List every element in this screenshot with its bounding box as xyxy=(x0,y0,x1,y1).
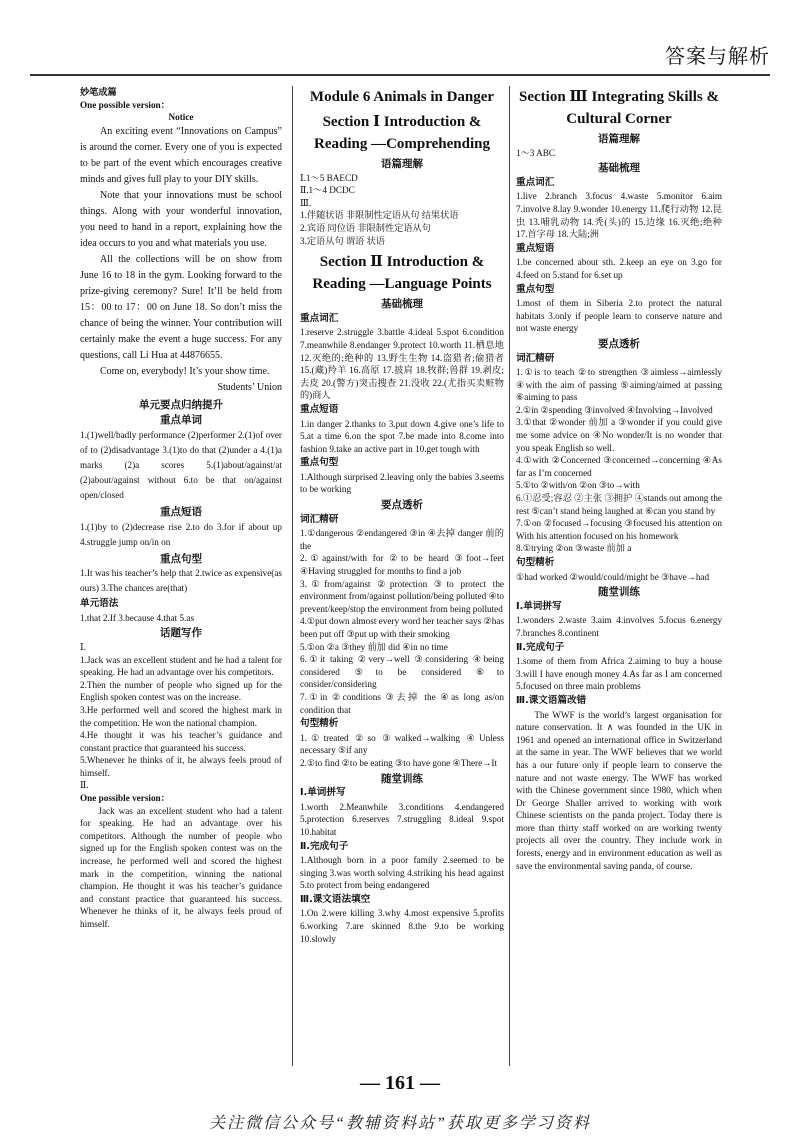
section-3-title: Section Ⅲ Integrating Skills & Cultural Corner xyxy=(519,89,719,127)
answer-line: 3.定语从句 谓语 状语 xyxy=(300,235,385,246)
heading-points: 要点透析 xyxy=(381,499,423,512)
answers-words: 1.live 2.branch 3.focus 4.waste 5.monitor 6.aim 7.involve 8.lay 9.wonder 10.energy 11.爬行动物 12.昆虫 13.哺乳动物 14.秃(头)的 15.边缘 16.灭绝;绝种 17.首字母 18.大陆;洲 xyxy=(516,191,722,240)
heading-spelling: Ⅰ.单词拼写 xyxy=(300,787,346,799)
answers-sentences: 1.Although surprised 2.leaving only the babies 3.seems to be working xyxy=(300,471,504,495)
heading-correction: Ⅲ.课文语篇改错 xyxy=(516,694,587,706)
answers-complete: 1.Although born in a poor family 2.seemed to be singing 3.was worth solving 4.striking his head against 5.to protect from being endangered xyxy=(300,855,504,891)
answer-line: Ⅱ.1～4 DCDC xyxy=(300,185,355,196)
column-divider xyxy=(292,86,293,1066)
vocab-item: 5.①on ②a ③they 前加 did ④in no time xyxy=(300,641,448,652)
answers-spelling: 1.wonders 2.waste 3.aim 4.involves 5.focus 6.energy 7.branches 8.continent xyxy=(516,615,722,638)
header-rule xyxy=(30,74,770,76)
heading-sentences: 重点句型 xyxy=(516,283,555,295)
answers-phrases: 1.in danger 2.thanks to 3.put down 4.give one’s life to 5.at a time 6.on the spot 7.be made into 8.come into fashion 9.take an active part in 10.get tough with xyxy=(300,418,504,454)
writing-item: 5.Whenever he thinks of it, he always feels proud of himself. xyxy=(80,755,282,778)
heading-sentences: 重点句型 xyxy=(300,457,339,469)
writing-item: 2.Then the number of people who signed up for the English spoken contest was on the increase. xyxy=(80,679,282,703)
writing-item: 1.Jack was an excellent student and he had a talent for speaking. He had an advantage over his competitors. xyxy=(80,654,282,678)
answer-line: 1～3 ABC xyxy=(516,147,556,158)
heading-words: 重点词汇 xyxy=(516,176,555,188)
column-divider xyxy=(509,86,510,1066)
unit-title: 单元要点归纳提升 xyxy=(139,398,223,411)
section-2-title: Section Ⅱ Introduction & Reading —Language Points xyxy=(312,254,492,293)
vocab-item: 8.①trying ②on ③waste 前加 a xyxy=(516,543,632,554)
vocab-item: 7.①on ②focused→focusing ③focused his attention on With his attention focused on his homework xyxy=(516,518,722,541)
heading-drill: 随堂训练 xyxy=(598,586,640,599)
header-title: 答案与解析 xyxy=(665,44,770,68)
heading-sentence-analysis: 句型精析 xyxy=(516,557,555,568)
heading-phrases: 重点短语 xyxy=(516,242,555,254)
answers-grammar: 1.that 2.If 3.because 4.that 5.as xyxy=(80,612,195,623)
notice-paragraph: All the collections will be on show from June 16 to 18 in the gym. Looking forward to the prize-giving ceremony? Sure! It’ll be held from 15：00 to 17：00 on June 18. So don’t miss the chance of being the winner. Your contribution will certainly make the event a huge success. For any questions, call Li Hua at 44876655. xyxy=(80,253,282,361)
notice-closing: Come on, everybody! It’s your show time. xyxy=(100,365,270,377)
answer-line: Ⅰ.1～5 BAECD xyxy=(300,172,358,183)
page-number: — 161 — xyxy=(360,1072,440,1094)
sentence-item: 1.①treated ②so ③walked→walking ④Unless necessary ⑤if any xyxy=(300,732,504,756)
heading-complete: Ⅱ.完成句子 xyxy=(516,641,565,653)
vocab-item: 1.①is to teach ②to strengthen ③aimless→aimlessly ④with the aim of passing ⑤aiming/aimed at passing ⑥aiming to pass xyxy=(516,367,722,403)
heading-vocab: 词汇精研 xyxy=(300,513,339,525)
vocab-item: 2.①against/with for ②to be heard ③foot→feet ④Having struggled for months to find a job xyxy=(300,553,504,577)
answers-correction: The WWF is the world’s largest organisation for nature conservation. It ∧ was founded in the UK in 1961 and opened an international office in Switzerland at the same in year. The WWF believes that we world has a our future only if people learn to conserve the nature and not waste energy. The WWF has worked with the Chinese government since 1980, which when Dr George Shaller arrived to working with work Chinese scientists on the panda project. Today there is more than thirty staff worked on are working twenty projects all over the country. They include work in forests, energy and in environment education as well as save the environmental saving panda, of course. xyxy=(516,709,722,871)
page-header xyxy=(30,40,770,72)
column-3 xyxy=(516,86,722,872)
answers-fill: 1.On 2.were killing 3.why 4.most expensive 5.profits 6.working 7.are skinned 8.the 9.to be working 10.slowly xyxy=(300,908,504,944)
vocab-item: 4.①with ②Concerned ③concerned→concerning ④As far as I’m concerned xyxy=(516,455,722,478)
heading-basic: 基础梳理 xyxy=(381,298,423,311)
notice-signature: Students’ Union xyxy=(217,381,282,393)
answers-sentences: 1.most of them in Siberia 2.to protect the natural habitats 3.only if people learn to conserve nature and not waste energy xyxy=(516,298,722,334)
heading-writing: 话题写作 xyxy=(160,627,202,640)
heading-understanding: 语篇理解 xyxy=(598,133,640,145)
vocab-item: 3.①from/against ②protection ③to protect the environment from/against pollution/being polluted ④to prevent/keep/stop the environment from being polluted xyxy=(300,578,504,614)
answers-words: 1.(1)well/badly performance (2)performer 2.(1)of over of to (2)disadvantage 3.(1)to do that (2)under a 4.(1)a marks (2)a scores 5.(1)about/against/at (2)about/against without 6.to be that on/against open/closed xyxy=(80,429,282,500)
essay: Jack was an excellent student who had a talent for speaking. He had an advantage over his competitors. Although the number of people who signed up for the English spoken contest was on the increase, he performed well and scored the highest mark in the competition, winning the national champion. He thought it was his teacher’s guidance and constant practice that guaranteed his success. Whenever he thinks of it, he always feels proud of himself. xyxy=(80,805,282,929)
heading-basic: 基础梳理 xyxy=(598,162,640,175)
answers-words: 1.reserve 2.struggle 3.battle 4.ideal 5.spot 6.condition 7.meanwhile 8.endanger 9.protect 10.worth 11.栖息地 12.灭绝的;绝种的 13.野生生物 14.盗猎者;偷猎者 15.(藏)羚羊 16.高原 17.披肩 18.牧群;兽群 19.剥皮;去皮 20.(警方)突击搜查 21.没收 22.(尤指买卖赃物的)商人 xyxy=(300,327,504,401)
notice-paragraph: An exciting event “Innovations on Campus” is around the corner. Every one of you is expected to be part of the event which encourages creative minds and gives full play to your DIY skills. xyxy=(80,125,282,185)
answers-sentences: 1.It was his teacher’s help that 2.twice as expensive(as ours) 3.The chances are(that) xyxy=(80,568,282,594)
vocab-item: 5.①to ②with/on ②on ③to→with xyxy=(516,480,640,491)
vocab-item: 7.①in ②conditions ③去掉 the ④as long as/on condition that xyxy=(300,691,504,715)
writing-item: 4.He thought it was his teacher’s guidance and constant practice that guaranteed his success. xyxy=(80,730,282,753)
notice-title: Notice xyxy=(168,112,194,123)
vocab-item: 3.①that ②wonder 前加 a ③wonder if you could give me some advice on ④No wonder/It is no wonder that you speak English so well. xyxy=(516,417,722,453)
answers-complete: 1.some of them from Africa 2.aiming to buy a house 3.will I have enough money 4.As far as I am concerned 5.focused on three main problems xyxy=(516,656,722,692)
footer-note: 关注微信公众号“教辅资料站”获取更多学习资料 xyxy=(209,1115,591,1132)
roman-numeral: Ⅰ. xyxy=(80,641,86,652)
heading-points: 要点透析 xyxy=(598,337,640,350)
heading-sentences: 重点句型 xyxy=(160,552,202,565)
section-1-title: Section Ⅰ Introduction & Reading —Comprehending xyxy=(313,114,490,152)
answer-line: 1.伴随状语 非限制性定语从句 结果状语 xyxy=(300,210,459,221)
section-title: 妙笔成篇 xyxy=(80,87,117,97)
heading-phrases: 重点短语 xyxy=(160,505,202,518)
vocab-item: 6.①it taking ②very→well ③considering ④being considered ⑤to be considered ⑥to consider/considering xyxy=(300,654,504,690)
vocab-item: 1.①dangerous ②endangered ③in ④去掉 danger 前的 the xyxy=(300,528,504,551)
heading-complete: Ⅱ.完成句子 xyxy=(300,840,349,852)
vocab-item: 2.①in ②spending ③involved ④Involving→Involved xyxy=(516,404,713,415)
heading-grammar: 单元语法 xyxy=(80,598,119,610)
vocab-item: 4.①put down almost every word her teacher says ②has been put off ③put up with their smoking xyxy=(300,616,504,639)
heading-fill: Ⅲ.课文语法填空 xyxy=(300,893,371,905)
heading-sentence-analysis: 句型精析 xyxy=(300,718,339,730)
sentence-item: 2.①to find ②to be eating ③to have gone ④There→It xyxy=(300,757,497,768)
answers-phrases: 1.(1)by to (2)decrease rise 2.to do 3.for if about up 4.struggle jump on/in on xyxy=(80,521,282,547)
heading-understanding: 语篇理解 xyxy=(381,158,423,170)
column-1 xyxy=(80,86,282,931)
column-2 xyxy=(300,86,504,945)
heading-spelling: Ⅰ.单词拼写 xyxy=(516,600,562,612)
notice-paragraph: Note that your innovations must be school things. Along with your wonderful innovation, you need to hand in a report, explaining how the idea occurs to you and what materials you use. xyxy=(80,189,282,249)
answers-phrases: 1.be concerned about sth. 2.keep an eye on 3.go for 4.feed on 5.stand for 6.set up xyxy=(516,257,722,280)
heading-words: 重点单词 xyxy=(160,414,202,427)
writing-item: 3.He performed well and scored the highest mark in the competition. He won the national champion. xyxy=(80,704,282,728)
answers-spelling: 1.worth 2.Meanwhile 3.conditions 4.endangered 5.protection 6.reserves 7.struggling 8.ideal 9.spot 10.habitat xyxy=(300,801,504,837)
roman-numeral: Ⅱ. xyxy=(80,780,89,791)
heading-vocab: 词汇精研 xyxy=(516,352,555,364)
heading-drill: 随堂训练 xyxy=(381,772,423,785)
module-title: Module 6 Animals in Danger xyxy=(309,89,495,105)
vocab-item: 6.①忍受;容忍 ②主张 ③拥护 ④stands out among the rest ⑤can’t stand being laughed at ⑥can you stand by xyxy=(516,493,722,516)
answer-line: 2.宾语 同位语 非限制性定语从句 xyxy=(300,222,431,233)
sentence-item: ①had worked ②would/could/might be ③have→had xyxy=(516,571,710,582)
heading-words: 重点词汇 xyxy=(300,312,339,324)
version-label: One possible version： xyxy=(80,793,170,804)
answer-line: Ⅲ. xyxy=(300,197,312,208)
version-label: One possible version： xyxy=(80,99,170,110)
heading-phrases: 重点短语 xyxy=(300,403,339,415)
